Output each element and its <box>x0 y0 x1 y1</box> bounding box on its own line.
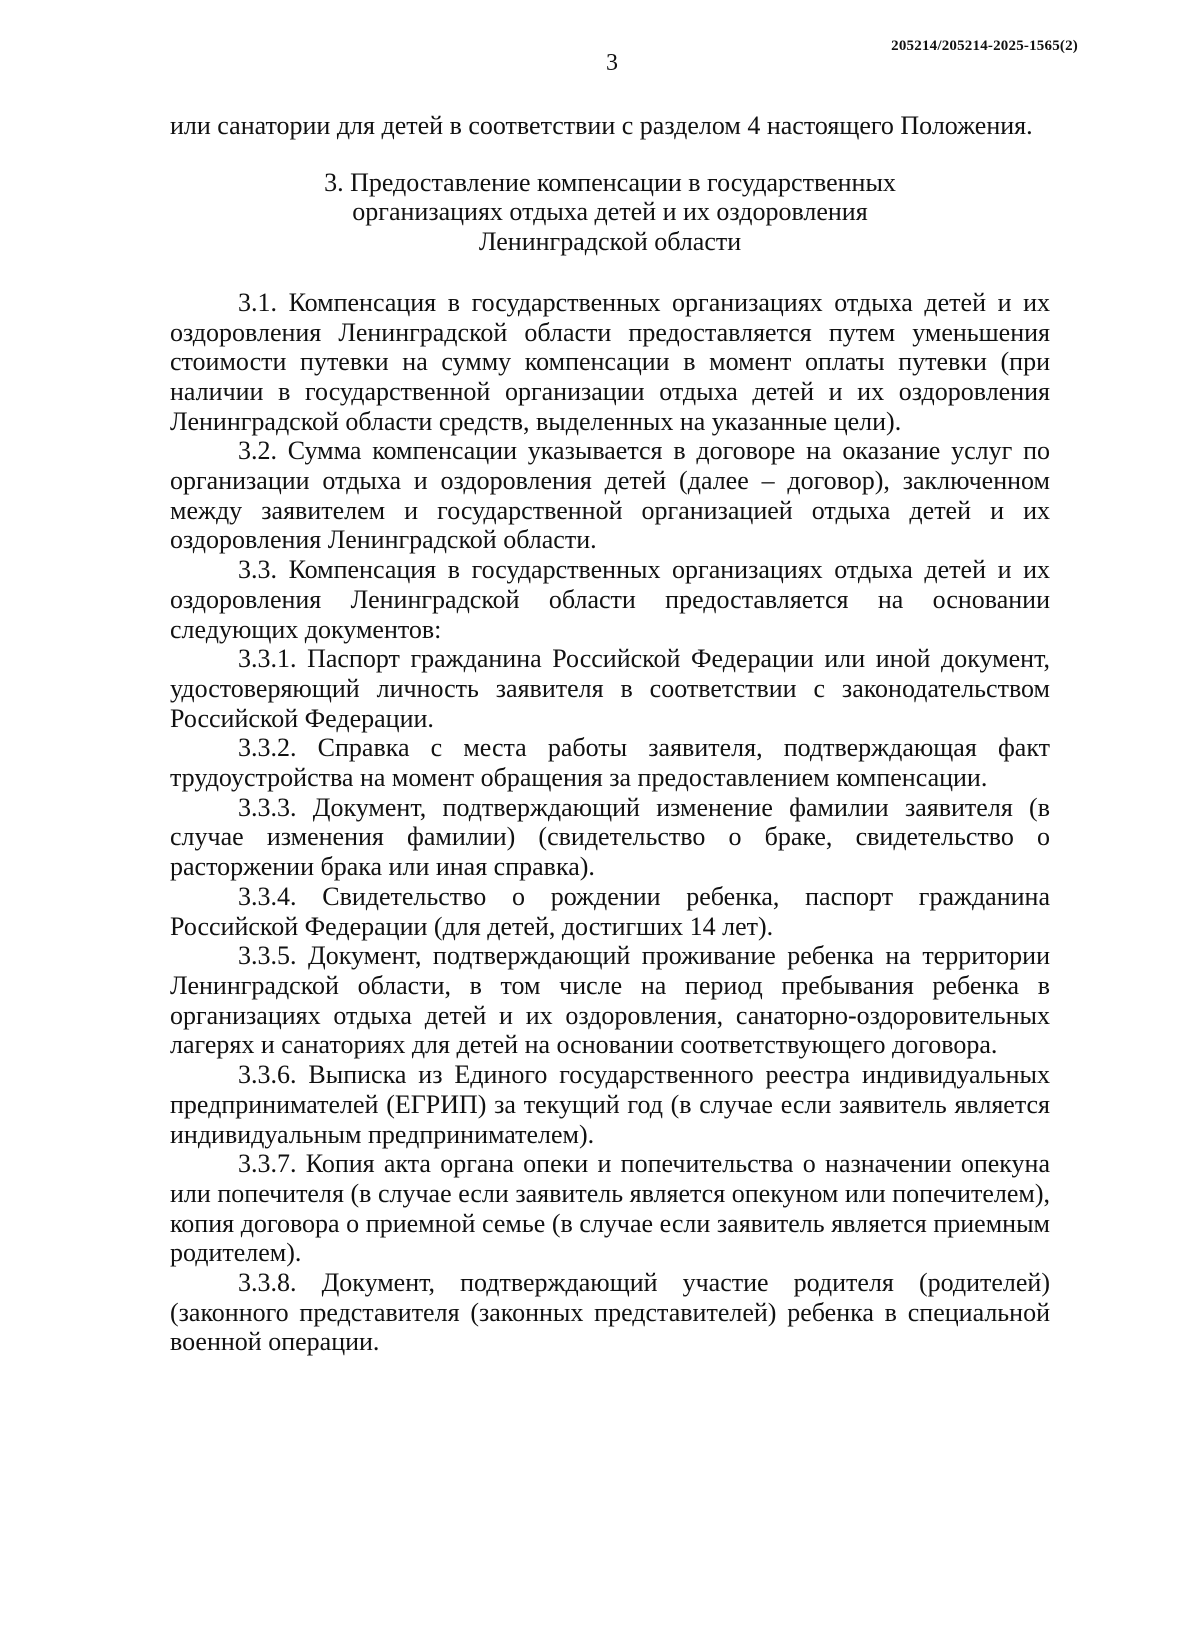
section-heading-line: Ленинградской области <box>478 227 742 257</box>
paragraph-3-3-7: 3.3.7. Копия акта органа опеки и попечительства о назначении опекуна или попечителя (в случае если заявитель является опекуном или попечителем), копия договора о приемной семье (в случае если заявитель является приемным родителем). <box>170 1149 1050 1268</box>
paragraph-3-3-8: 3.3.8. Документ, подтверждающий участие родителя (родителей) (законного представителя (законных представителей) ребенка в специальной военной операции. <box>170 1268 1050 1357</box>
document-id: 205214/205214-2025-1565(2) <box>891 38 1078 54</box>
document-body <box>170 111 1050 1357</box>
paragraph-3-3-1: 3.3.1. Паспорт гражданина Российской Федерации или иной документ, удостоверяющий личность заявителя в соответствии с законодательством Российской Федерации. <box>170 644 1050 733</box>
paragraph-3-2: 3.2. Сумма компенсации указывается в договоре на оказание услуг по организации отдыха и оздоровления детей (далее – договор), заключенном между заявителем и государственной организацией отдыха детей и их оздоровления Ленинградской области. <box>170 436 1050 555</box>
paragraph-3-1: 3.1. Компенсация в государственных организациях отдыха детей и их оздоровления Ленинградской области предоставляется путем уменьшения стоимости путевки на сумму компенсации в момент оплаты путевки (при наличии в государственной организации отдыха детей и их оздоровления Ленинградской области средств, выделенных на указанные цели). <box>170 287 1050 436</box>
paragraph-3-3: 3.3. Компенсация в государственных организациях отдыха детей и их оздоровления Ленинградской области предоставляется на основании следующих документов: <box>170 555 1050 644</box>
paragraph-3-3-4: 3.3.4. Свидетельство о рождении ребенка, паспорт гражданина Российской Федерации (для детей, достигших 14 лет). <box>170 881 1050 941</box>
paragraph-3-3-2: 3.3.2. Справка с места работы заявителя, подтверждающая факт трудоустройства на момент обращения за предоставлением компенсации. <box>170 733 1050 793</box>
continuation-paragraph: или санатории для детей в соответствии с разделом 4 настоящего Положения. <box>170 111 1033 140</box>
paragraph-3-3-5: 3.3.5. Документ, подтверждающий проживание ребенка на территории Ленинградской области, в том числе на период пребывания ребенка в организациях отдыха детей и их оздоровления, санаторно-оздоровительных лагерях и санаториях для детей на основании соответствующего договора. <box>170 941 1050 1060</box>
section-heading-line: 3. Предоставление компенсации в государственных <box>324 167 896 197</box>
paragraph-3-3-6: 3.3.6. Выписка из Единого государственного реестра индивидуальных предпринимателей (ЕГРИП) за текущий год (в случае если заявитель является индивидуальным предпринимателем). <box>170 1060 1050 1149</box>
section-heading-line: организациях отдыха детей и их оздоровления <box>352 197 868 227</box>
page-number: 3 <box>606 50 618 76</box>
section-heading <box>170 168 1050 257</box>
paragraph-3-3-3: 3.3.3. Документ, подтверждающий изменение фамилии заявителя (в случае изменения фамилии) (свидетельство о браке, свидетельство о расторжении брака или иная справка). <box>170 792 1050 882</box>
